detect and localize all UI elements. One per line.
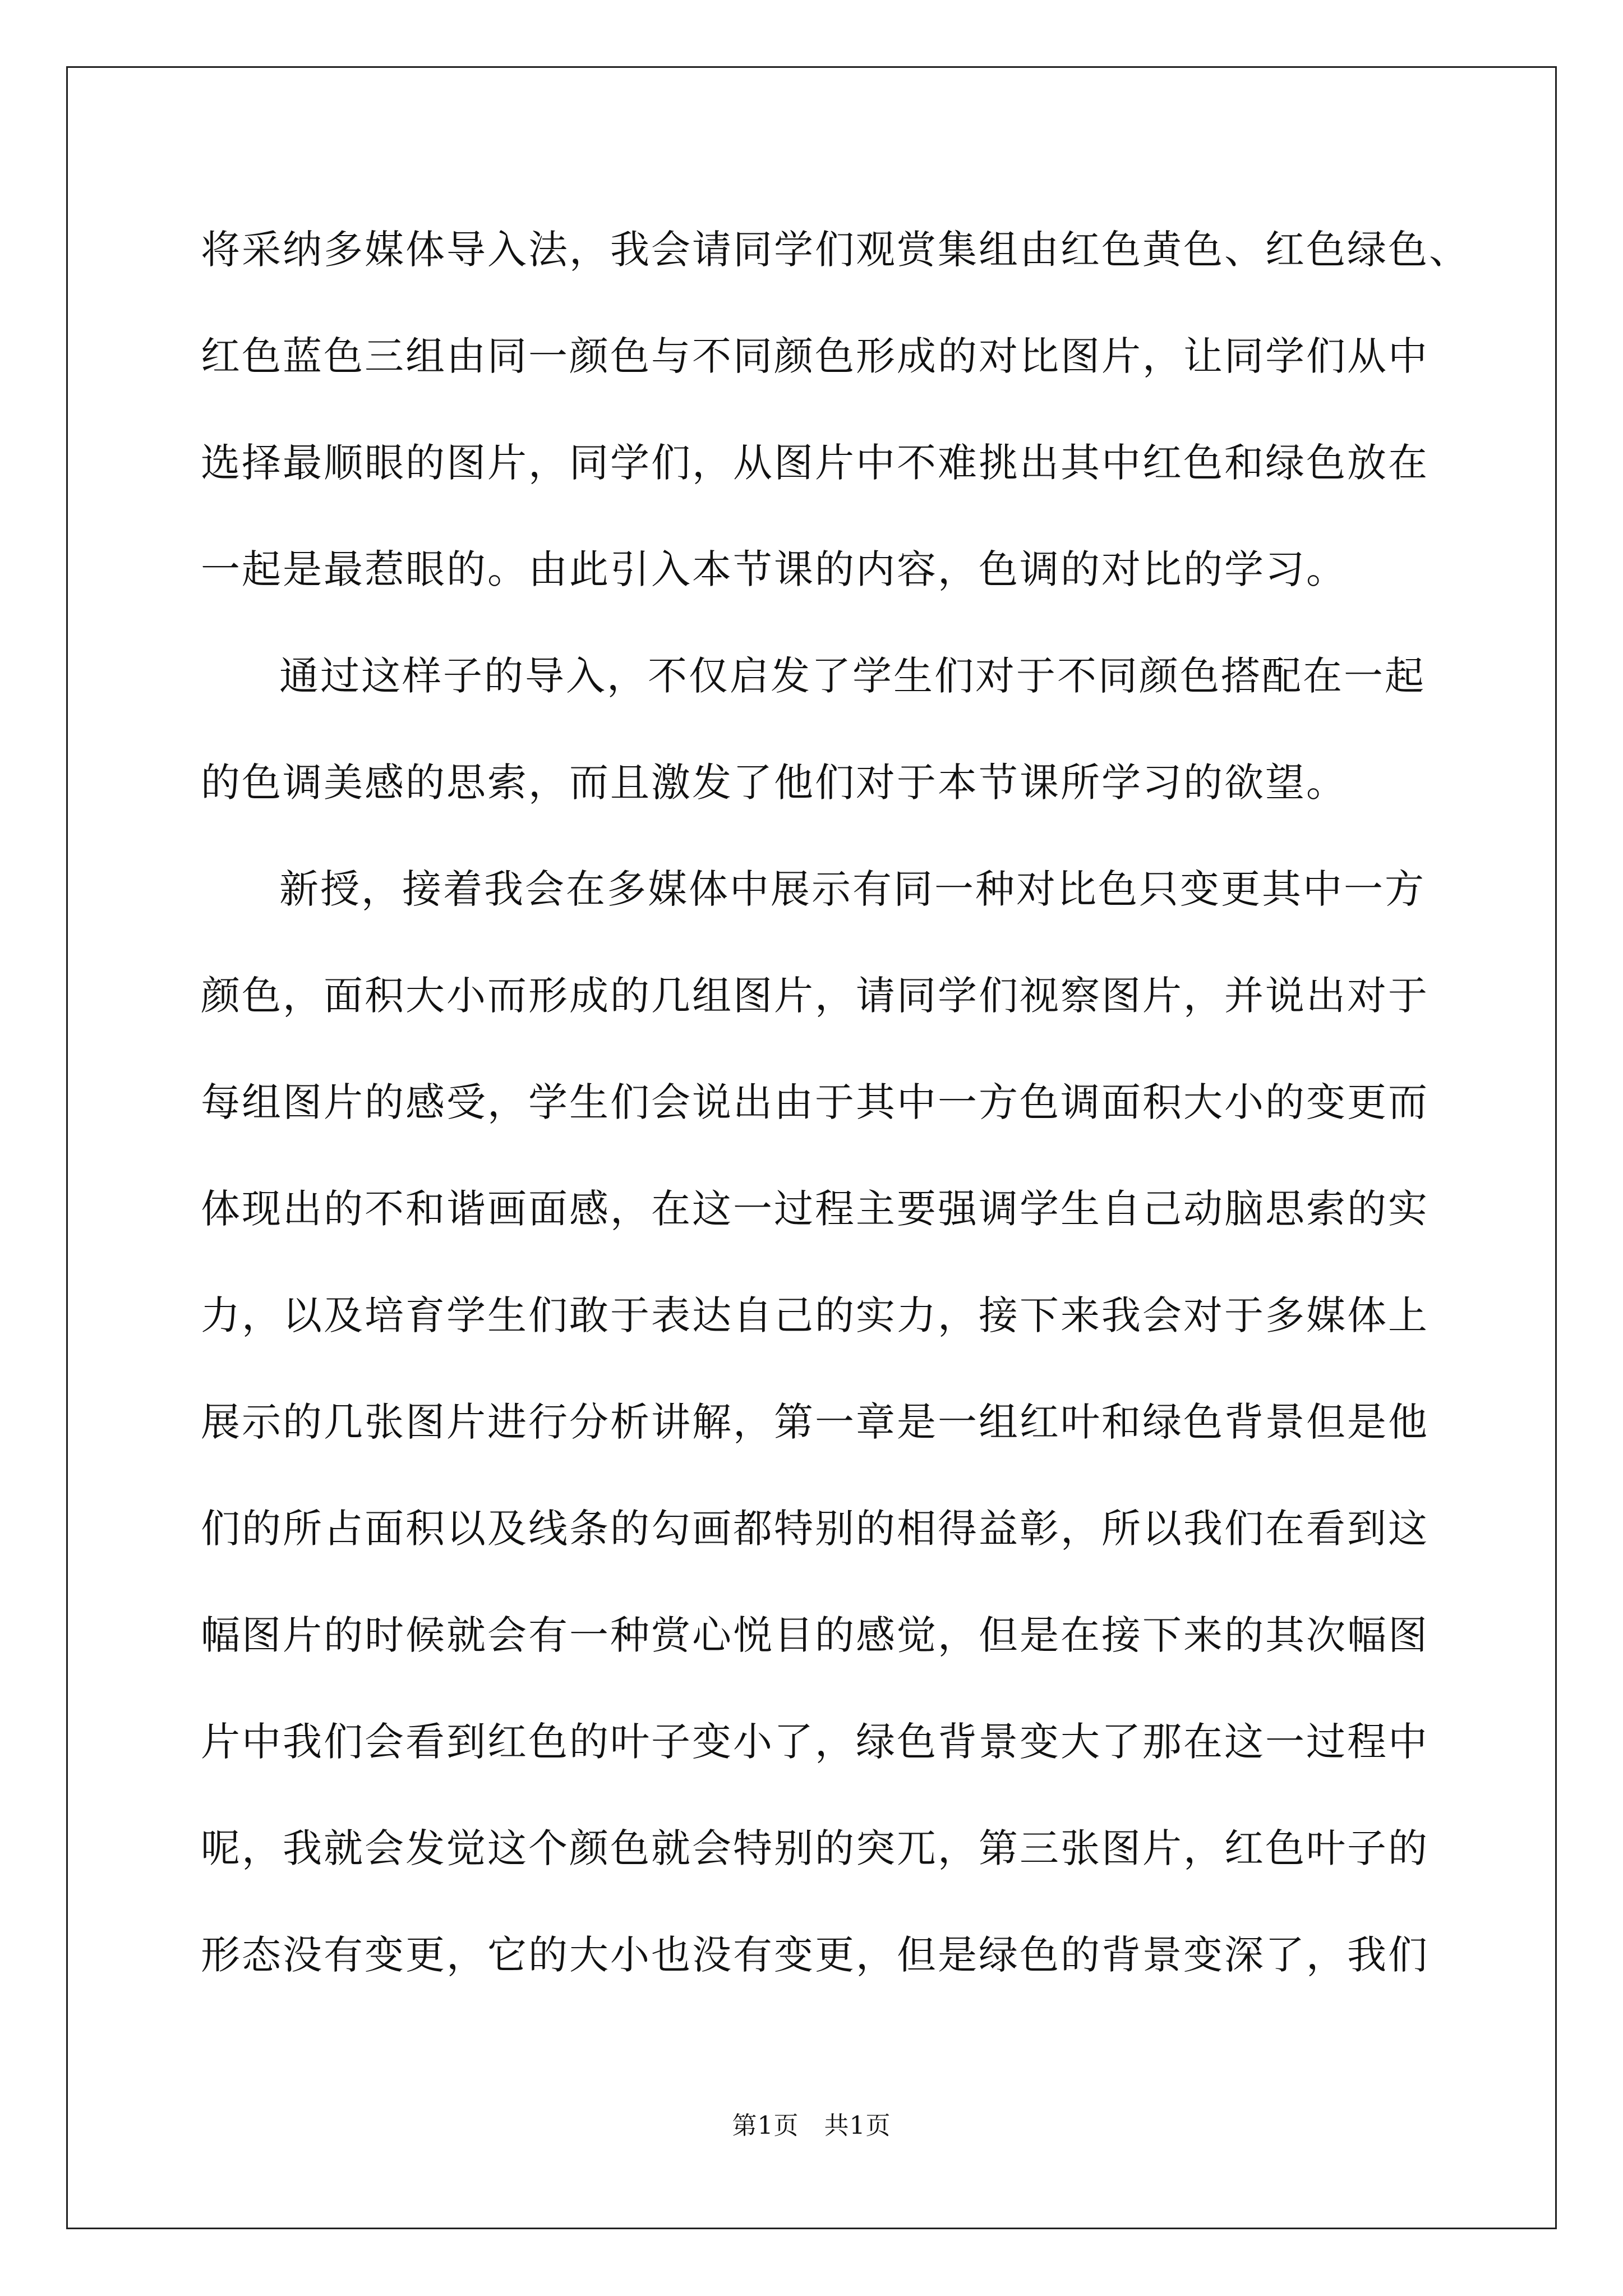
text-line: 的色调美感的思索，而且激发了他们对于本节课所学习的欲望。: [201, 760, 1347, 806]
text-line: 呢，我就会发觉这个颜色就会特别的突兀，第三张图片，红色叶子的: [201, 1825, 1429, 1871]
text-line: 选择最顺眼的图片，同学们，从图片中不难挑出其中红色和绿色放在: [201, 440, 1429, 486]
text-line: 展示的几张图片进行分析讲解，第一章是一组红叶和绿色背景但是他: [201, 1399, 1429, 1445]
text-line: 红色蓝色三组由同一颜色与不同颜色形成的对比图片，让同学们从中: [201, 333, 1429, 379]
text-line: 力，以及培育学生们敢于表达自己的实力，接下来我会对于多媒体上: [201, 1292, 1429, 1338]
text-line: 通过这样子的导入，不仅启发了学生们对于不同颜色搭配在一起: [279, 653, 1426, 699]
text-line: 片中我们会看到红色的叶子变小了，绿色背景变大了那在这一过程中: [201, 1719, 1429, 1765]
page-footer: [0, 2109, 1623, 2143]
text-line: 形态没有变更，它的大小也没有变更，但是绿色的背景变深了，我们: [201, 1932, 1429, 1978]
text-line: 们的所占面积以及线条的勾画都特别的相得益彰，所以我们在看到这: [201, 1506, 1429, 1552]
text-line: 体现出的不和谐画面感，在这一过程主要强调学生自己动脑思索的实: [201, 1186, 1429, 1232]
text-line: 将采纳多媒体导入法，我会请同学们观赏集组由红色黄色、红色绿色、: [201, 227, 1470, 273]
text-line: 新授，接着我会在多媒体中展示有同一种对比色只变更其中一方: [279, 866, 1426, 912]
text-line: 一起是最惹眼的。由此引入本节课的内容，色调的对比的学习。: [201, 546, 1347, 592]
page-number-label: 第1页 共1页: [732, 2111, 891, 2140]
text-line: 每组图片的感受，学生们会说出由于其中一方色调面积大小的变更而: [201, 1079, 1429, 1125]
document-body: [201, 196, 1470, 2008]
text-line: 颜色，面积大小而形成的几组图片，请同学们视察图片，并说出对于: [201, 973, 1429, 1019]
text-line: 幅图片的时候就会有一种赏心悦目的感觉，但是在接下来的其次幅图: [201, 1612, 1429, 1658]
